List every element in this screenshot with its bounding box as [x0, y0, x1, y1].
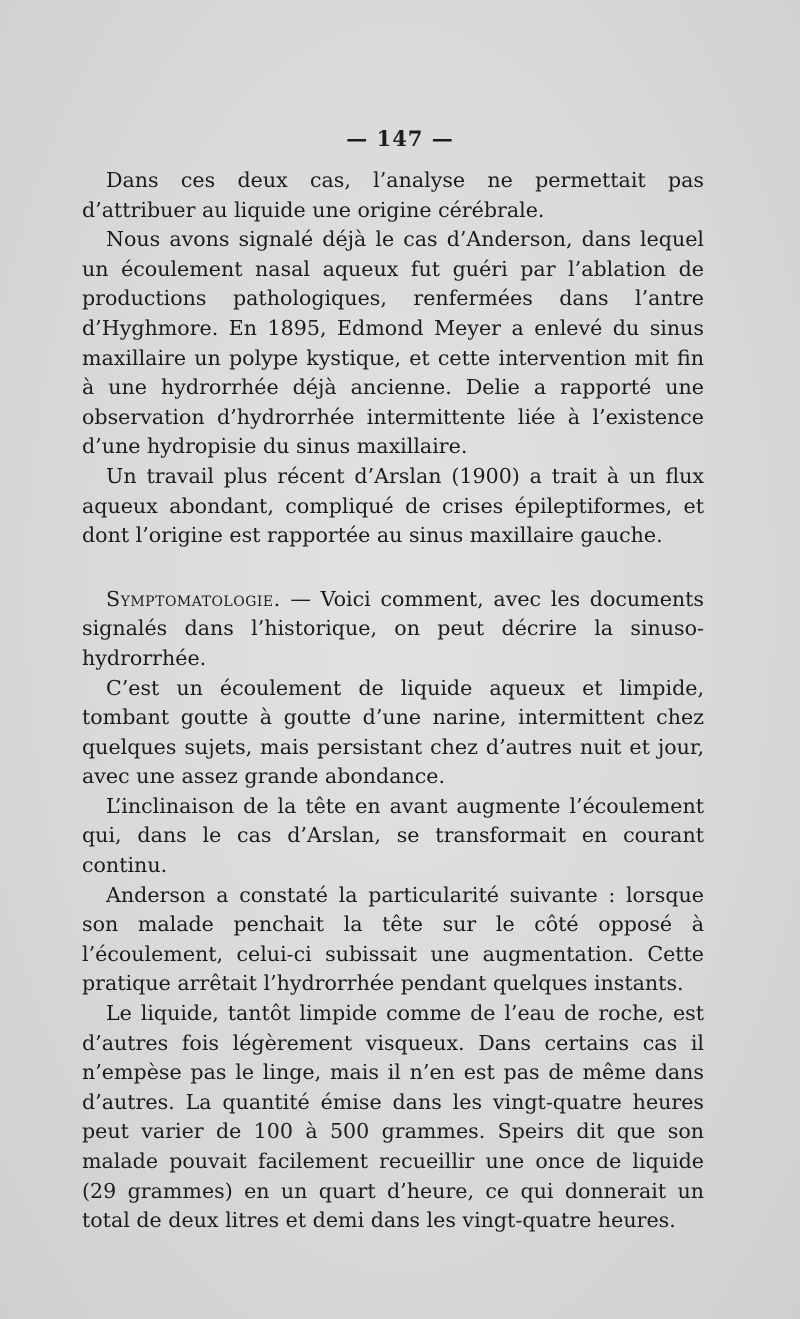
paragraph-symptomatologie [82, 585, 704, 674]
body-text [82, 166, 704, 1236]
section-heading-text: — Voici comment, avec les documents signalés dans l’historique, on peut décrire la sinuso-hydrorrhée. [82, 586, 704, 670]
paragraph-7: Anderson a constaté la particularité suivante : lorsque son malade penchait la tête sur le côté opposé à l’écoulement, celui-ci subissait une augmentation. Cette pratique arrêtait l’hydrorrhée pendant quelques instants. [82, 882, 704, 996]
page-number: — 147 — [346, 126, 454, 151]
paragraph-6: L’inclinaison de la tête en avant augmente l’écoulement qui, dans le cas d’Arslan, se transformait en courant continu. [82, 793, 704, 878]
paragraph-5: C’est un écoulement de liquide aqueux et limpide, tombant goutte à goutte d’une narine, intermittent chez quelques sujets, mais persistant chez d’autres nuit et jour, avec une assez grande abondance. [82, 675, 704, 789]
paragraph-8: Le liquide, tantôt limpide comme de l’eau de roche, est d’autres fois légèrement visqueux. Dans certains cas il n’empèse pas le linge, mais il n’en est pas de même dans d’autres. La quantité émise dans les vingt-quatre heures peut varier de 100 à 500 grammes. Speirs dit que son malade pouvait facilement recueillir une once de liquide (29 grammes) en un quart d’heure, ce qui donnerait un total de deux litres et demi dans les vingt-quatre heures. [82, 1001, 704, 1233]
paragraph-3: Un travail plus récent d’Arslan (1900) a trait à un flux aqueux abondant, compliqué de crises épileptiformes, et dont l’origine est rapportée au sinus maxillaire gauche. [82, 463, 704, 548]
paragraph-1: Dans ces deux cas, l’analyse ne permettait pas d’attribuer au liquide une origine cérébrale. [82, 168, 704, 222]
section-heading: Symptomatologie. [106, 586, 281, 611]
paragraph-2: Nous avons signalé déjà le cas d’Anderson, dans lequel un écoulement nasal aqueux fut guéri par l’ablation de productions pathologiques, renfermées dans l’antre d’Hyghmore. En 1895, Edmond Meyer a enlevé du sinus maxillaire un polype kystique, et cette intervention mit fin à une hydrorrhée déjà ancienne. Delie a rapporté une observation d’hydrorrhée intermittente liée à l’existence d’une hydropisie du sinus maxillaire. [82, 227, 704, 459]
